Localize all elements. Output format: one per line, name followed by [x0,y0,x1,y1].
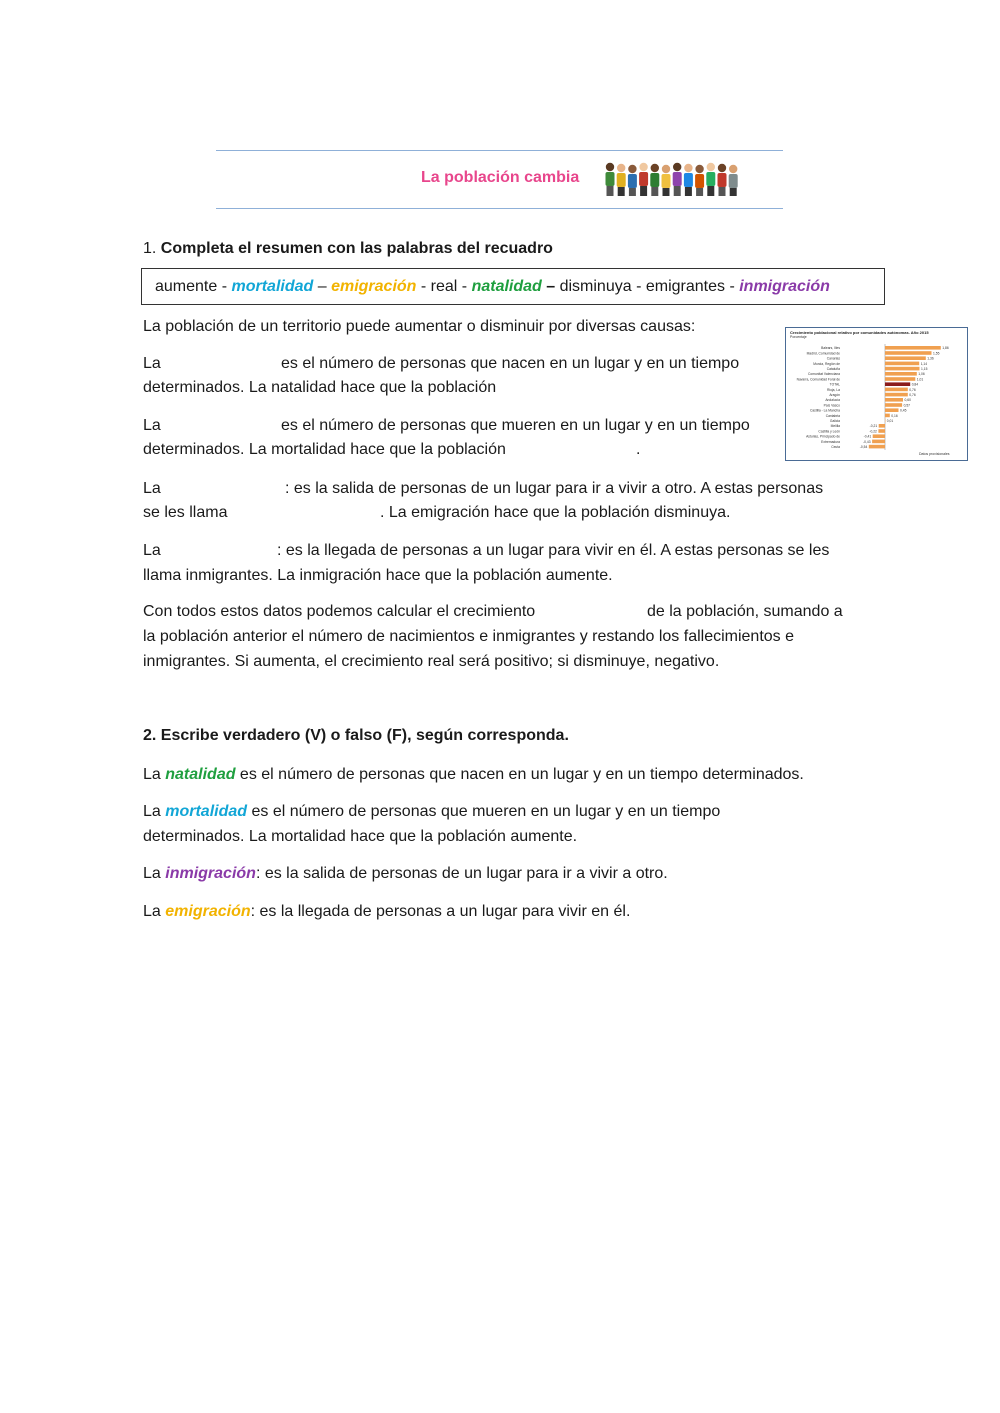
blank-mortalidad[interactable] [180,414,276,436]
chart-bar [885,367,920,371]
person-body [639,172,648,186]
section1-heading-text: Completa el resumen con las palabras del recuadro [160,240,553,257]
chart-category-label: Extremadura [821,439,840,444]
p2-text: es el número de personas que mueren en un lugar y en un tiempo [281,417,750,434]
chart-bar [872,440,885,444]
blank-natalidad[interactable] [180,352,276,374]
p2-text-2: determinados. La mortalidad hace que la población [143,441,506,458]
chart-value-label: 0,84 [911,382,919,387]
person-head [617,164,625,172]
word-box [141,268,885,305]
blank-natalidad-effect[interactable] [520,376,650,398]
section2-heading-text: 2. Escribe verdadero (V) o falso (F), según corresponda. [143,727,569,744]
chart-category-label: Murcia, Región de [813,361,840,366]
person-head [639,163,647,171]
person-body [650,173,659,187]
p2-la: La [143,417,161,434]
chart-value-label: -0,41 [863,434,872,439]
person-legs [674,186,681,196]
header-top-rule [216,150,783,151]
chart-value-label: 0,60 [904,398,911,403]
chart-title: Crecimiento poblacional relativo por comunidades autónomas. Año 2015 [790,330,929,335]
chart-subtitle: Porcentaje [790,335,807,339]
section2-heading [143,727,569,745]
chart-category-label: Galicia [829,419,840,423]
chart-value-label: 0,76 [909,393,916,397]
chart-value-label: 1,36 [927,356,934,361]
statement-2-text: es el número de personas que mueren en un lugar y en un tiempo [247,803,721,820]
person-legs [696,188,703,196]
chart-category-label: Aragón [829,393,840,397]
blank-emigrantes[interactable] [236,501,376,523]
chart-value-label: 0,76 [909,387,916,392]
person-body [718,173,727,187]
p1-text-2: determinados. La natalidad hace que la población [143,379,497,396]
chart-bar [885,362,919,366]
chart-category-label: Cantabria [825,413,840,418]
chart-value-label: -0,54 [859,445,868,449]
chart-category-label: Navarra, Comunidad Foral de [796,377,840,382]
chart-value-label: 1,86 [942,346,949,351]
person-head [662,165,670,173]
statement-4 [143,902,630,922]
chart-footnote: Datos provisionales [919,452,950,456]
word-separator: – [541,278,560,295]
statement-4-text: : es la llegada de personas a un lugar para vivir en él. [250,903,631,920]
person-head [718,164,726,172]
word-real: real [430,278,458,295]
statement-1 [143,765,804,785]
chart-category-label: Melilla [830,424,840,429]
chart-value-label: 1,14 [920,361,928,366]
statement-3 [143,864,668,884]
chart-category-label: Ceuta [831,445,840,449]
chart-bar [879,424,885,428]
chart-category-label: Cataluña [826,367,840,371]
p3-text-3: . La emigración hace que la población disminuya. [380,504,731,521]
person-head [695,165,703,173]
word-separator: - [725,278,740,295]
person-body [695,174,704,188]
page-title: La población cambia [421,169,580,186]
chart-bar [885,346,941,350]
blank-real[interactable] [560,600,642,622]
person-legs [685,187,692,196]
chart-value-label: -0,21 [869,424,878,429]
chart-category-label: Rioja, La [826,387,840,392]
person-legs [707,186,714,196]
person-legs [719,187,726,196]
section1-heading [143,240,553,258]
person-body [684,173,693,187]
word-separator: - [631,278,646,295]
chart-category-label: País Vasco [823,403,840,408]
summary-intro: La población de un territorio puede aumentar o disminuir por diversas causas: [143,318,696,335]
person-body [673,172,682,186]
person-head [729,165,737,173]
word-separator: - [217,278,232,295]
chart-bar [885,388,908,392]
statement-2-la: La [143,803,166,820]
chart-value-label: 0,57 [903,403,911,408]
chart-bar [885,377,915,381]
person-body [617,173,626,187]
chart-value-label: 1,01 [916,377,924,382]
chart-plot [786,328,967,460]
statement-2 [143,802,720,822]
chart-value-label: 0,01 [886,419,894,423]
word-emigrantes: emigrantes [645,278,725,295]
chart-category-label: TOTAL [829,382,840,387]
chart-bar [873,434,885,438]
word-disminuya: disminuya [559,278,632,295]
chart-bar [885,351,932,355]
chart-value-label: 1,55 [933,351,940,356]
chart-value-label: 0,45 [900,408,907,413]
p4-la: La [143,542,161,559]
chart-bar [878,429,885,433]
statement-1-la: La [143,766,166,783]
statement-1-word: natalidad [165,766,236,783]
chart-value-label: -0,22 [869,429,877,434]
chart-bar [885,382,910,386]
chart-value-label: 1,15 [921,367,928,371]
chart-bar [885,408,899,412]
chart-category-label: Castilla - La Mancha [809,408,840,413]
person-legs [651,187,658,196]
person-body [729,174,738,188]
person-legs [663,188,670,196]
person-head [628,165,636,173]
blank-emigracion[interactable] [180,477,280,499]
p3-la: La [143,480,161,497]
person-head [673,163,681,171]
p3-text: : es la salida de personas de un lugar para ir a vivir a otro. A estas personas [285,480,824,497]
statement-1-text: es el número de personas que nacen en un lugar y en un tiempo determinados. [235,766,804,783]
chart-bar [885,398,903,402]
statement-3-text: : es la salida de personas de un lugar para ir a vivir a otro. [255,865,668,882]
chart-category-label: Asturias, Principado de [806,434,840,439]
person-legs [629,188,636,196]
people-illustration [604,160,746,198]
p3-text-2: se les llama [143,504,228,521]
statement-3-la: La [143,865,166,882]
word-aumente: aumente [155,278,218,295]
statement-3-word: inmigración [165,865,256,882]
p1-la: La [143,355,161,372]
person-head [651,164,659,172]
word-mortalidad: mortalidad [231,278,314,295]
p5-text-3: la población anterior el número de nacimientos e inmigrantes y restando los fallecimientos e [143,628,795,645]
population-growth-chart [785,327,968,461]
person-body [628,174,637,188]
person-legs [607,186,614,196]
person-body [706,172,715,186]
chart-category-label: Castilla y León [818,429,840,434]
chart-bar [885,356,926,360]
word-natalidad: natalidad [471,278,542,295]
person-legs [640,186,647,196]
person-body [662,174,671,188]
chart-category-label: Andalucía [825,398,840,403]
chart-bar [885,393,908,397]
header-bottom-rule [216,208,783,209]
person-legs [618,187,625,196]
chart-bar [869,445,885,449]
chart-value-label: -0,43 [863,439,871,444]
person-body [606,172,615,186]
blank-mortalidad-effect[interactable] [532,438,632,460]
chart-bar [885,372,917,376]
person-head [606,163,614,171]
chart-category-label: Comunitat Valenciana [807,372,840,377]
blank-inmigracion[interactable] [180,539,272,561]
p5-text: Con todos estos datos podemos calcular el crecimiento [143,603,536,620]
p4-text: : es la llegada de personas a un lugar para vivir en él. A estas personas se les [277,542,830,559]
chart-value-label: 1,06 [918,372,925,377]
chart-value-label: 0,16 [891,413,898,418]
person-head [684,164,692,172]
section1-number: 1. [143,240,161,257]
word-inmigracion: inmigración [739,278,830,295]
chart-category-label: Madrid, Comunidad de [806,351,840,356]
statement-2-line2: determinados. La mortalidad hace que la población aumente. [143,828,578,845]
chart-bar [885,414,890,418]
p5-text-4: inmigrantes. Si aumenta, el crecimiento real será positivo; si disminuye, negativo. [143,653,720,670]
chart-bar [885,403,902,407]
person-legs [730,188,737,196]
word-separator: - [457,278,472,295]
p5-text-2: de la población, sumando a [647,603,843,620]
statement-2-word: mortalidad [165,803,248,820]
chart-category-label: Canarias [826,356,840,361]
word-separator: - [416,278,431,295]
p1-text: es el número de personas que nacen en un lugar y en un tiempo [281,355,740,372]
statement-4-word: emigración [165,903,251,920]
statement-4-la: La [143,903,166,920]
chart-category-label: Balears, Illes [821,346,840,351]
word-separator: – [313,278,332,295]
p2-period: . [636,441,641,458]
person-head [707,163,715,171]
word-emigracion: emigración [331,278,417,295]
p4-text-2: llama inmigrantes. La inmigración hace que la población aumente. [143,567,613,584]
